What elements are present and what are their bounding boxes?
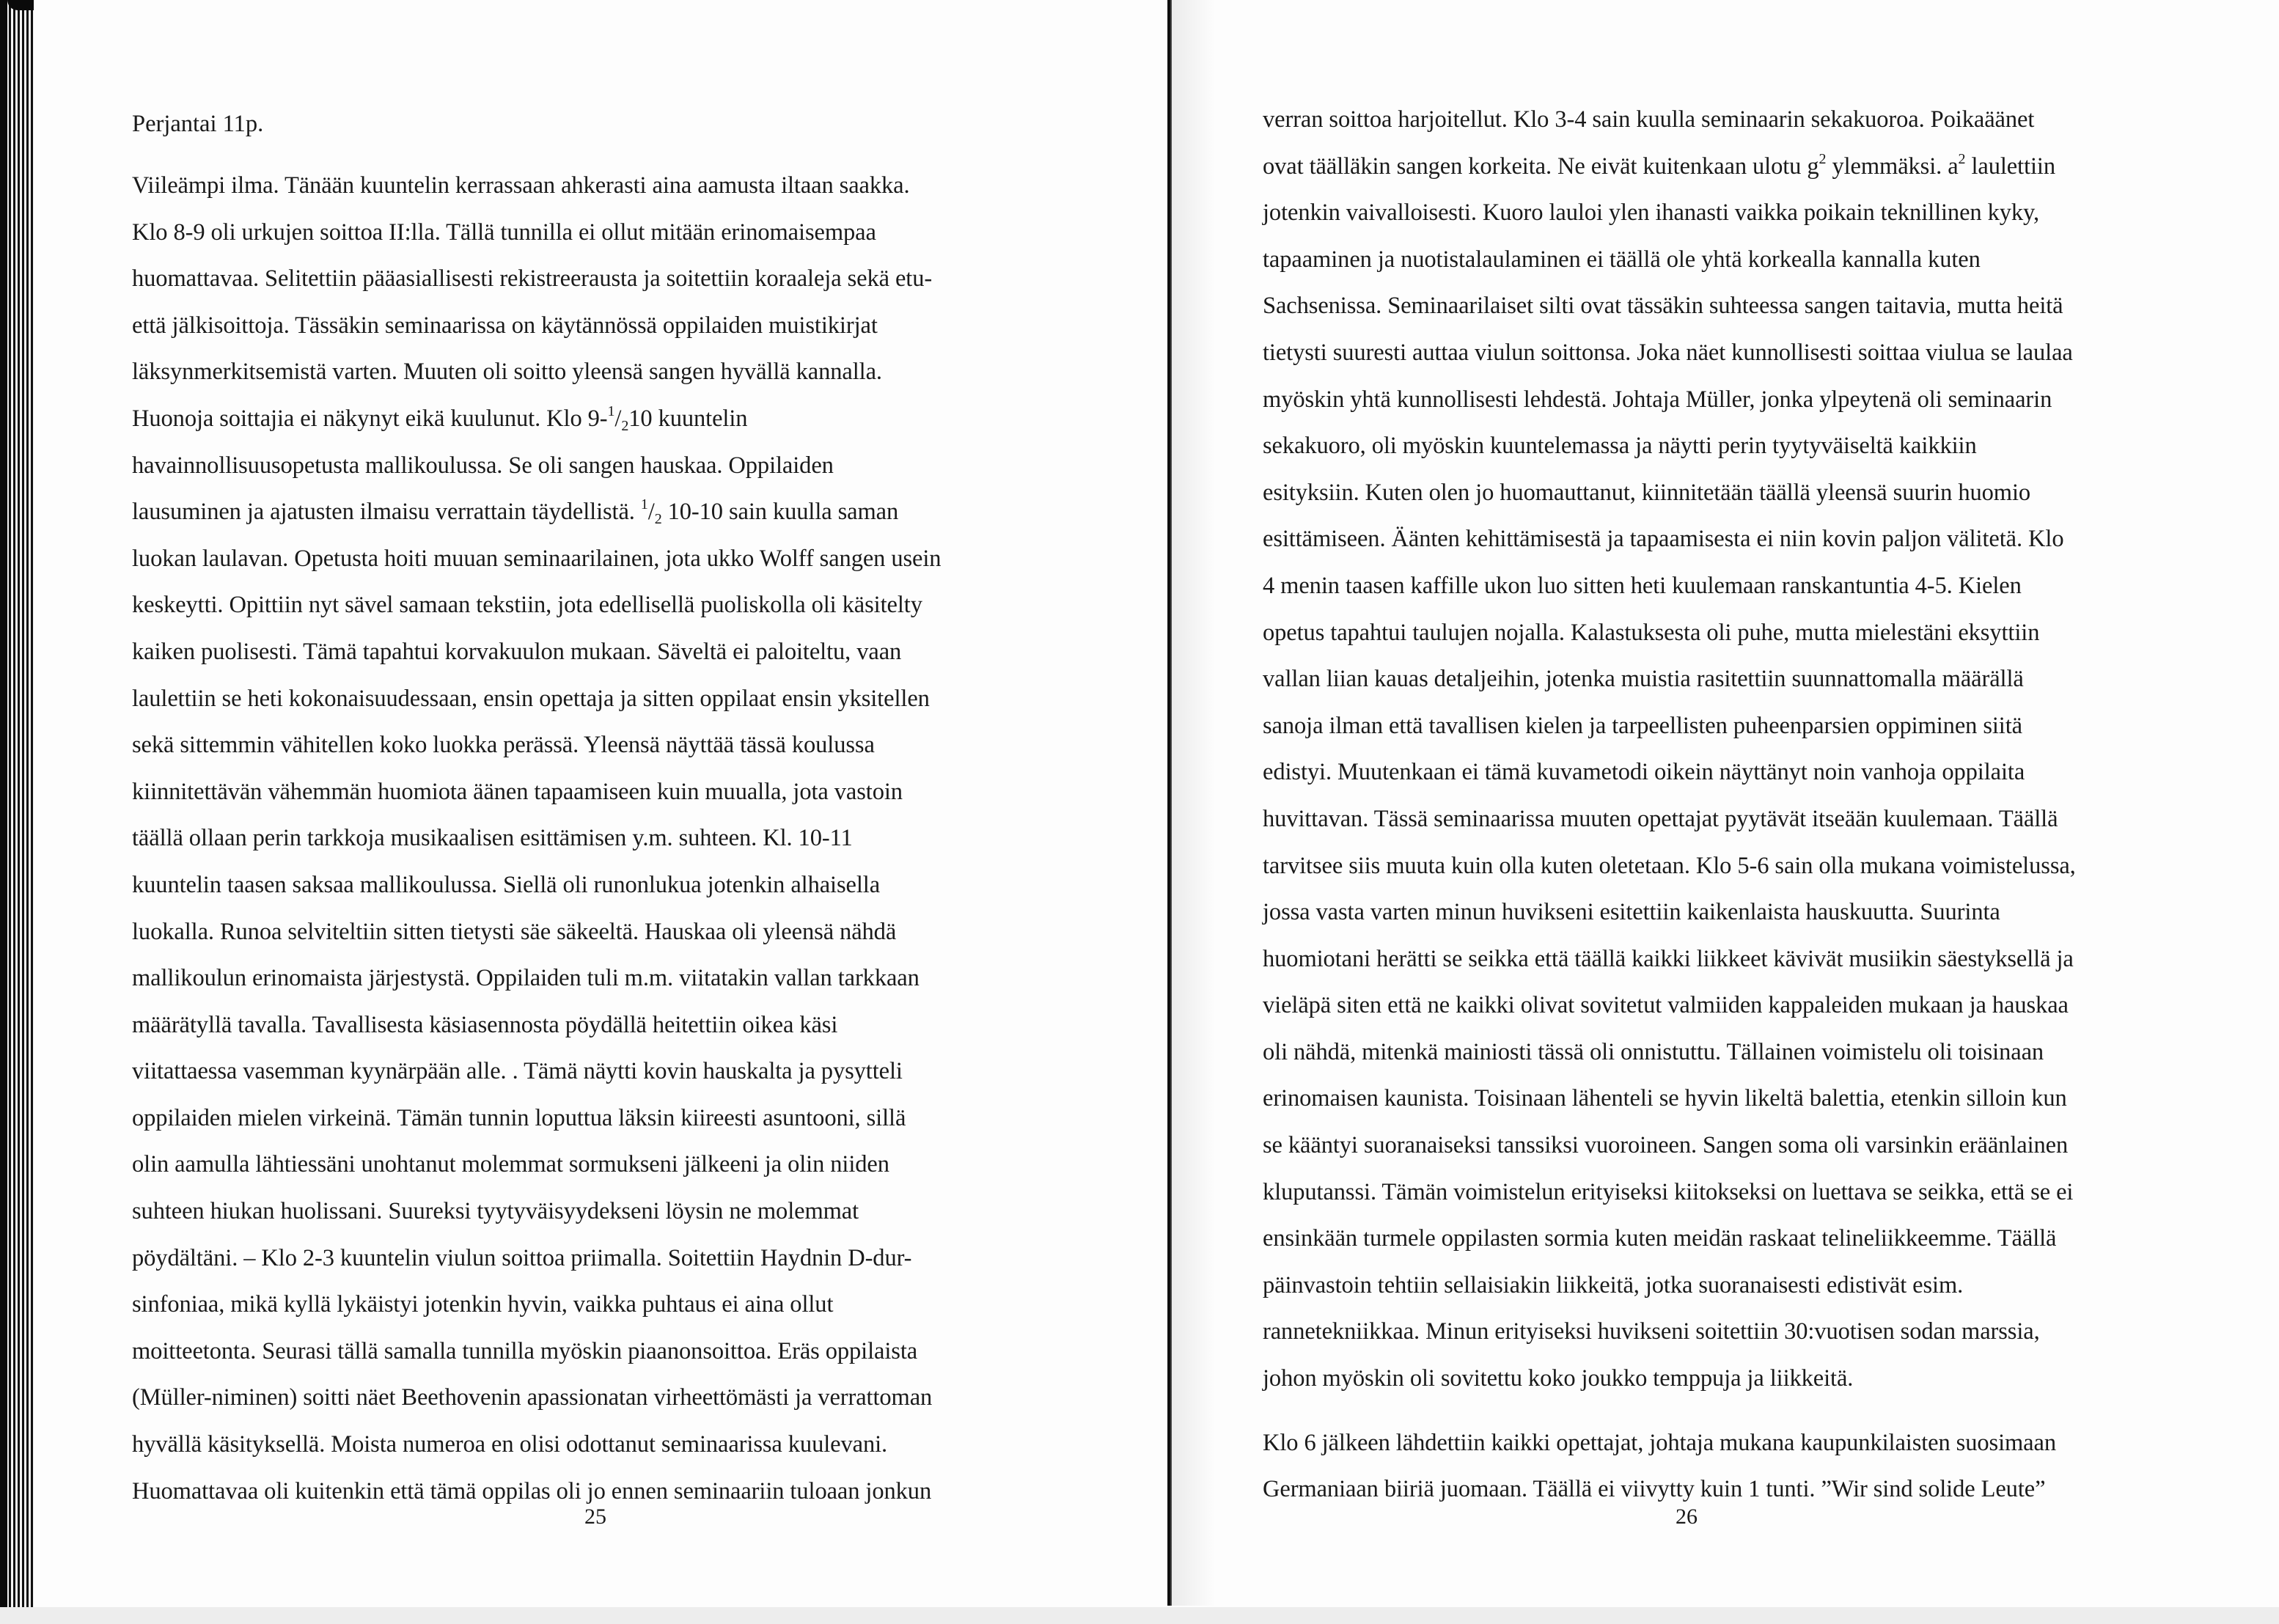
text-segment: sinfoniaa, mikä kyllä lykäistyi jotenkin hyvin, vaikka puhtaus ei aina ollut (132, 1291, 834, 1318)
text-line (132, 815, 941, 862)
scan-bottom-edge (0, 1607, 2279, 1624)
text-segment: / (614, 405, 622, 432)
text-line (132, 536, 941, 583)
subscript: 2 (621, 417, 629, 434)
text-segment: huomattavaa. Selitettiin pääasiallisesti rekistreerausta ja soitettiin koraaleja sekä etu- (132, 265, 933, 293)
text-line (1263, 1076, 2076, 1123)
text-line (132, 1188, 941, 1235)
text-segment: Sachsenissa. Seminaarilaiset silti ovat tässäkin suhteessa sangen taitavia, mutta heitä (1263, 293, 2063, 320)
text-line (1263, 330, 2076, 377)
text-segment: opetus tapahtui taulujen nojalla. Kalastuksesta oli puhe, mutta mielestäni eksyttiin (1263, 619, 2040, 646)
text-line (132, 629, 941, 676)
subscript: 2 (654, 511, 662, 528)
text-segment: kiinnitettävän vähemmän huomiota äänen tapaamiseen kuin muualla, jota vastoin (132, 778, 903, 805)
text-segment: oppilaiden mielen virkeinä. Tämän tunnin loputtua läksin kiireesti asuntooni, sillä (132, 1104, 906, 1131)
text-segment: myöskin yhtä kunnollisesti lehdestä. Johtaja Müller, jonka ylpeytenä oli seminaarin (1263, 386, 2052, 413)
text-segment: sekakuoro, oli myöskin kuuntelemassa ja näytti perin tyytyväiseltä kaikkiin (1263, 433, 1977, 460)
text-line (132, 1282, 941, 1329)
text-line (132, 210, 941, 257)
text-line (132, 909, 941, 956)
text-line (132, 256, 941, 303)
text-segment: keskeytti. Opittiin nyt sävel samaan tekstiin, jota edellisellä puoliskolla oli käsitelty (132, 592, 922, 619)
text-segment: Germaniaan biiriä juomaan. Täällä ei viivytty kuin 1 tunti. ”Wir sind solide Leute” (1263, 1476, 2046, 1503)
right-page (1172, 0, 2279, 1607)
text-segment: (Müller-niminen) soitti näet Beethovenin apassionatan virheettömästi ja verrattoman (132, 1384, 933, 1411)
text-line (132, 303, 941, 350)
text-line (1263, 936, 2076, 983)
text-segment: Huonoja soittajia ei näkynyt eikä kuulunut. Klo 9- (132, 405, 608, 432)
text-line (1263, 237, 2076, 284)
text-line (132, 1095, 941, 1142)
text-segment: lausuminen ja ajatusten ilmaisu verrattain täydellistä. (132, 499, 641, 526)
text-line (1263, 749, 2076, 796)
text-line (132, 1002, 941, 1049)
text-line (132, 1422, 941, 1469)
text-segment: erinomaisen kaunista. Toisinaan lähenteli se hyvin likeltä balettia, etenkin silloin kun (1263, 1085, 2067, 1112)
text-line (1263, 144, 2076, 191)
text-line (132, 582, 941, 629)
text-segment: kluputanssi. Tämän voimistelun erityiseksi kiitokseksi on luettava se seikka, että se ei (1263, 1178, 2074, 1205)
text-segment: sanoja ilman että tavallisen kielen ja tarpeellisten puheenparsien oppiminen siitä (1263, 712, 2022, 739)
text-segment: Klo 6 jälkeen lähdettiin kaikki opettajat, johtaja mukana kaupunkilaisten suosimaan (1263, 1429, 2056, 1456)
text-segment: tietysti suuresti auttaa viulun soittonsa. Joka näet kunnollisesti soittaa viulua se laulaa (1263, 339, 2073, 366)
text-line (1263, 516, 2076, 563)
text-segment: 10-10 sain kuulla saman (661, 499, 899, 526)
text-segment: mallikoulun erinomaista järjestystä. Oppilaiden tuli m.m. viitatakin vallan tarkkaan (132, 965, 920, 992)
text-line (132, 489, 941, 536)
text-line (1263, 703, 2076, 750)
text-line (1263, 377, 2076, 424)
text-line (1263, 1123, 2076, 1169)
text-line (1263, 190, 2076, 237)
text-line (132, 163, 941, 210)
page-number: 26 (1676, 1504, 1698, 1529)
text-line (132, 1329, 941, 1375)
text-segment: viitattaessa vasemman kyynärpään alle. . Tämä näytti kovin hauskalta ja pysytteli (132, 1058, 903, 1085)
text-line (132, 955, 941, 1002)
text-segment: luokan laulavan. Opetusta hoiti muuan seminaarilainen, jota ukko Wolff sangen usein (132, 545, 942, 572)
page-number: 25 (584, 1504, 606, 1529)
text-segment: 10 kuuntelin (628, 405, 748, 432)
text-segment: kaiken puolisesti. Tämä tapahtui korvakuulon mukaan. Säveltä ei paloiteltu, vaan (132, 638, 902, 665)
text-line (1263, 1029, 2076, 1076)
text-line (1263, 843, 2076, 890)
text-segment: että jälkisoittoja. Tässäkin seminaarissa on käytännössä oppilaiden muistikirjat (132, 312, 878, 339)
right-page-body (1263, 97, 2076, 1513)
text-line (132, 349, 941, 396)
text-line (132, 1142, 941, 1188)
text-line (1263, 563, 2076, 610)
text-line (132, 676, 941, 723)
superscript: 1 (607, 403, 615, 419)
text-line (132, 722, 941, 769)
text-segment: laulettiin se heti kokonaisuudessaan, ensin opettaja ja sitten oppilaat ensin yksitellen (132, 685, 930, 712)
binding-cap (7, 0, 34, 10)
text-segment: havainnollisuusopetusta mallikoulussa. Se oli sangen hauskaa. Oppilaiden (132, 452, 834, 479)
text-segment: olin aamulla lähtiessäni unohtanut molemmat sormukseni jälkeeni ja olin niiden (132, 1151, 889, 1178)
text-segment: tarvitsee siis muuta kuin olla kuten oletetaan. Klo 5-6 sain olla mukana voimistelussa, (1263, 852, 2076, 879)
text-segment: jotenkin vaivalloisesti. Kuoro lauloi ylen ihanasti vaikka poikain teknillinen kyky, (1263, 199, 2040, 227)
text-segment: esityksiin. Kuten olen jo huomauttanut, kiinnitetään täällä yleensä suurin huomio (1263, 479, 2031, 506)
text-line (132, 862, 941, 909)
text-line (1263, 423, 2076, 470)
text-line (1263, 1309, 2076, 1356)
superscript: 2 (1958, 150, 1966, 167)
text-segment: vieläpä siten että ne kaikki olivat sovitetut valmiiden kappaleiden mukaan ja hauskaa (1263, 992, 2069, 1019)
text-segment: huvittavan. Tässä seminaarissa muuten opettajat pyytävät itseään kuulemaan. Täällä (1263, 805, 2058, 832)
text-segment: moitteetonta. Seurasi tällä samalla tunnilla myöskin piaanonsoittoa. Eräs oppilaista (132, 1337, 918, 1364)
text-line (1263, 97, 2076, 144)
entry-heading: Perjantai 11p. (132, 111, 264, 137)
text-line (132, 396, 941, 443)
text-segment: 4 menin taasen kaffille ukon luo sitten heti kuulemaan ranskantuntia 4-5. Kielen (1263, 572, 2022, 599)
text-line (1263, 656, 2076, 703)
superscript: 1 (640, 496, 648, 513)
text-line (132, 769, 941, 816)
text-line (132, 1469, 941, 1515)
text-segment: oli nähdä, mitenkä mainiosti tässä oli onnistuttu. Tällainen voimistelu oli toisinaan (1263, 1038, 2044, 1065)
text-segment: läksynmerkitsemistä varten. Muuten oli soitto yleensä sangen hyvällä kannalla. (132, 359, 882, 386)
text-segment: esittämiseen. Äänten kehittämisestä ja tapaamisesta ei niin kovin paljon välitetä. Klo (1263, 526, 2064, 553)
text-segment: edistyi. Muutenkaan ei tämä kuvametodi oikein näyttänyt noin vanhoja oppilaita (1263, 759, 2025, 786)
text-line (1263, 982, 2076, 1029)
text-segment: Huomattavaa oli kuitenkin että tämä oppilas oli jo ennen seminaariin tuloaan jonkun (132, 1477, 932, 1504)
text-line (1263, 610, 2076, 657)
text-line (132, 1375, 941, 1422)
text-segment: kuuntelin taasen saksaa mallikoulussa. Siellä oli runonlukua jotenkin alhaisella (132, 871, 881, 898)
text-segment: ylemmäksi. a (1826, 153, 1959, 180)
text-segment: sekä sittemmin vähitellen koko luokka perässä. Yleensä näyttää tässä koulussa (132, 732, 875, 759)
text-segment: ensinkään turmele oppilasten sormia kuten meidän raskaat telineliikkeemme. Täällä (1263, 1225, 2057, 1252)
text-segment: johon myöskin oli sovitettu koko joukko temppuja ja liikkeitä. (1263, 1365, 1854, 1392)
text-line (132, 443, 941, 490)
text-line (1263, 1420, 2076, 1467)
text-segment: laulettiin (1965, 153, 2056, 180)
text-segment: verran soittoa harjoitellut. Klo 3-4 sain kuulla seminaarin sekakuoroa. Poikaäänet (1263, 106, 2035, 133)
text-line (132, 1048, 941, 1095)
text-line (1263, 796, 2076, 843)
text-line (1263, 1356, 2076, 1403)
text-line (1263, 1169, 2076, 1216)
text-line (1263, 283, 2076, 330)
text-line (1263, 1216, 2076, 1263)
text-segment: ovat täälläkin sangen korkeita. Ne eivät kuitenkaan ulotu g (1263, 153, 1819, 180)
text-segment: määrätyllä tavalla. Tavallisesta käsiasennosta pöydällä heitettiin oikea käsi (132, 1011, 838, 1038)
text-segment: pöydältäni. – Klo 2-3 kuuntelin viulun soittoa priimalla. Soitettiin Haydnin D-dur- (132, 1244, 912, 1271)
text-line (132, 1235, 941, 1282)
text-segment: täällä ollaan perin tarkkoja musikaalisen esittämisen y.m. suhteen. Kl. 10-11 (132, 825, 853, 852)
text-segment: Viileämpi ilma. Tänään kuuntelin kerrassaan ahkerasti aina aamusta iltaan saakka. (132, 172, 910, 199)
superscript: 2 (1819, 150, 1827, 167)
text-segment: / (647, 499, 655, 526)
text-segment: jossa vasta varten minun huvikseni esitettiin kaikenlaista hauskuutta. Suurinta (1263, 899, 2000, 926)
text-segment: Klo 8-9 oli urkujen soittoa II:lla. Tällä tunnilla ei ollut mitään erinomaisempaa (132, 218, 876, 246)
text-line (1263, 889, 2076, 936)
text-segment: päinvastoin tehtiin sellaisiakin liikkeitä, jotka suoranaisesti edistivät esim. (1263, 1271, 1964, 1298)
text-segment: suhteen hiukan huolissani. Suureksi tyytyväisyydekseni löysin ne molemmat (132, 1198, 859, 1225)
text-segment: se kääntyi suoranaiseksi tanssiksi vuoroineen. Sangen soma oli varsinkin eräänlainen (1263, 1132, 2069, 1159)
left-page (34, 0, 1167, 1607)
text-line (1263, 470, 2076, 517)
text-segment: tapaaminen ja nuotistalaulaminen ei täällä ole yhtä korkealla kannalla kuten (1263, 246, 1981, 273)
text-line (1263, 1263, 2076, 1309)
text-segment: vallan liian kauas detaljeihin, jotenka muistia rasitettiin suunnattomalla määrällä (1263, 666, 2024, 693)
text-segment: huomiotani herätti se seikka että täällä kaikki liikkeet kävivät musiikin säestyksellä ja (1263, 945, 2074, 972)
text-segment: hyvällä käsityksellä. Moista numeroa en olisi odottanut seminaarissa kuulevani. (132, 1431, 888, 1458)
text-segment: luokalla. Runoa selviteltiin sitten tietysti säe säkeeltä. Hauskaa oli yleensä nähdä (132, 918, 897, 945)
page-stack-binding-edge (0, 0, 34, 1624)
left-page-body (132, 163, 941, 1515)
paragraph-gap (1263, 1403, 2076, 1420)
text-segment: rannetekniikkaa. Minun erityiseksi huvikseni soitettiin 30:vuotisen sodan marssia, (1263, 1318, 2040, 1345)
